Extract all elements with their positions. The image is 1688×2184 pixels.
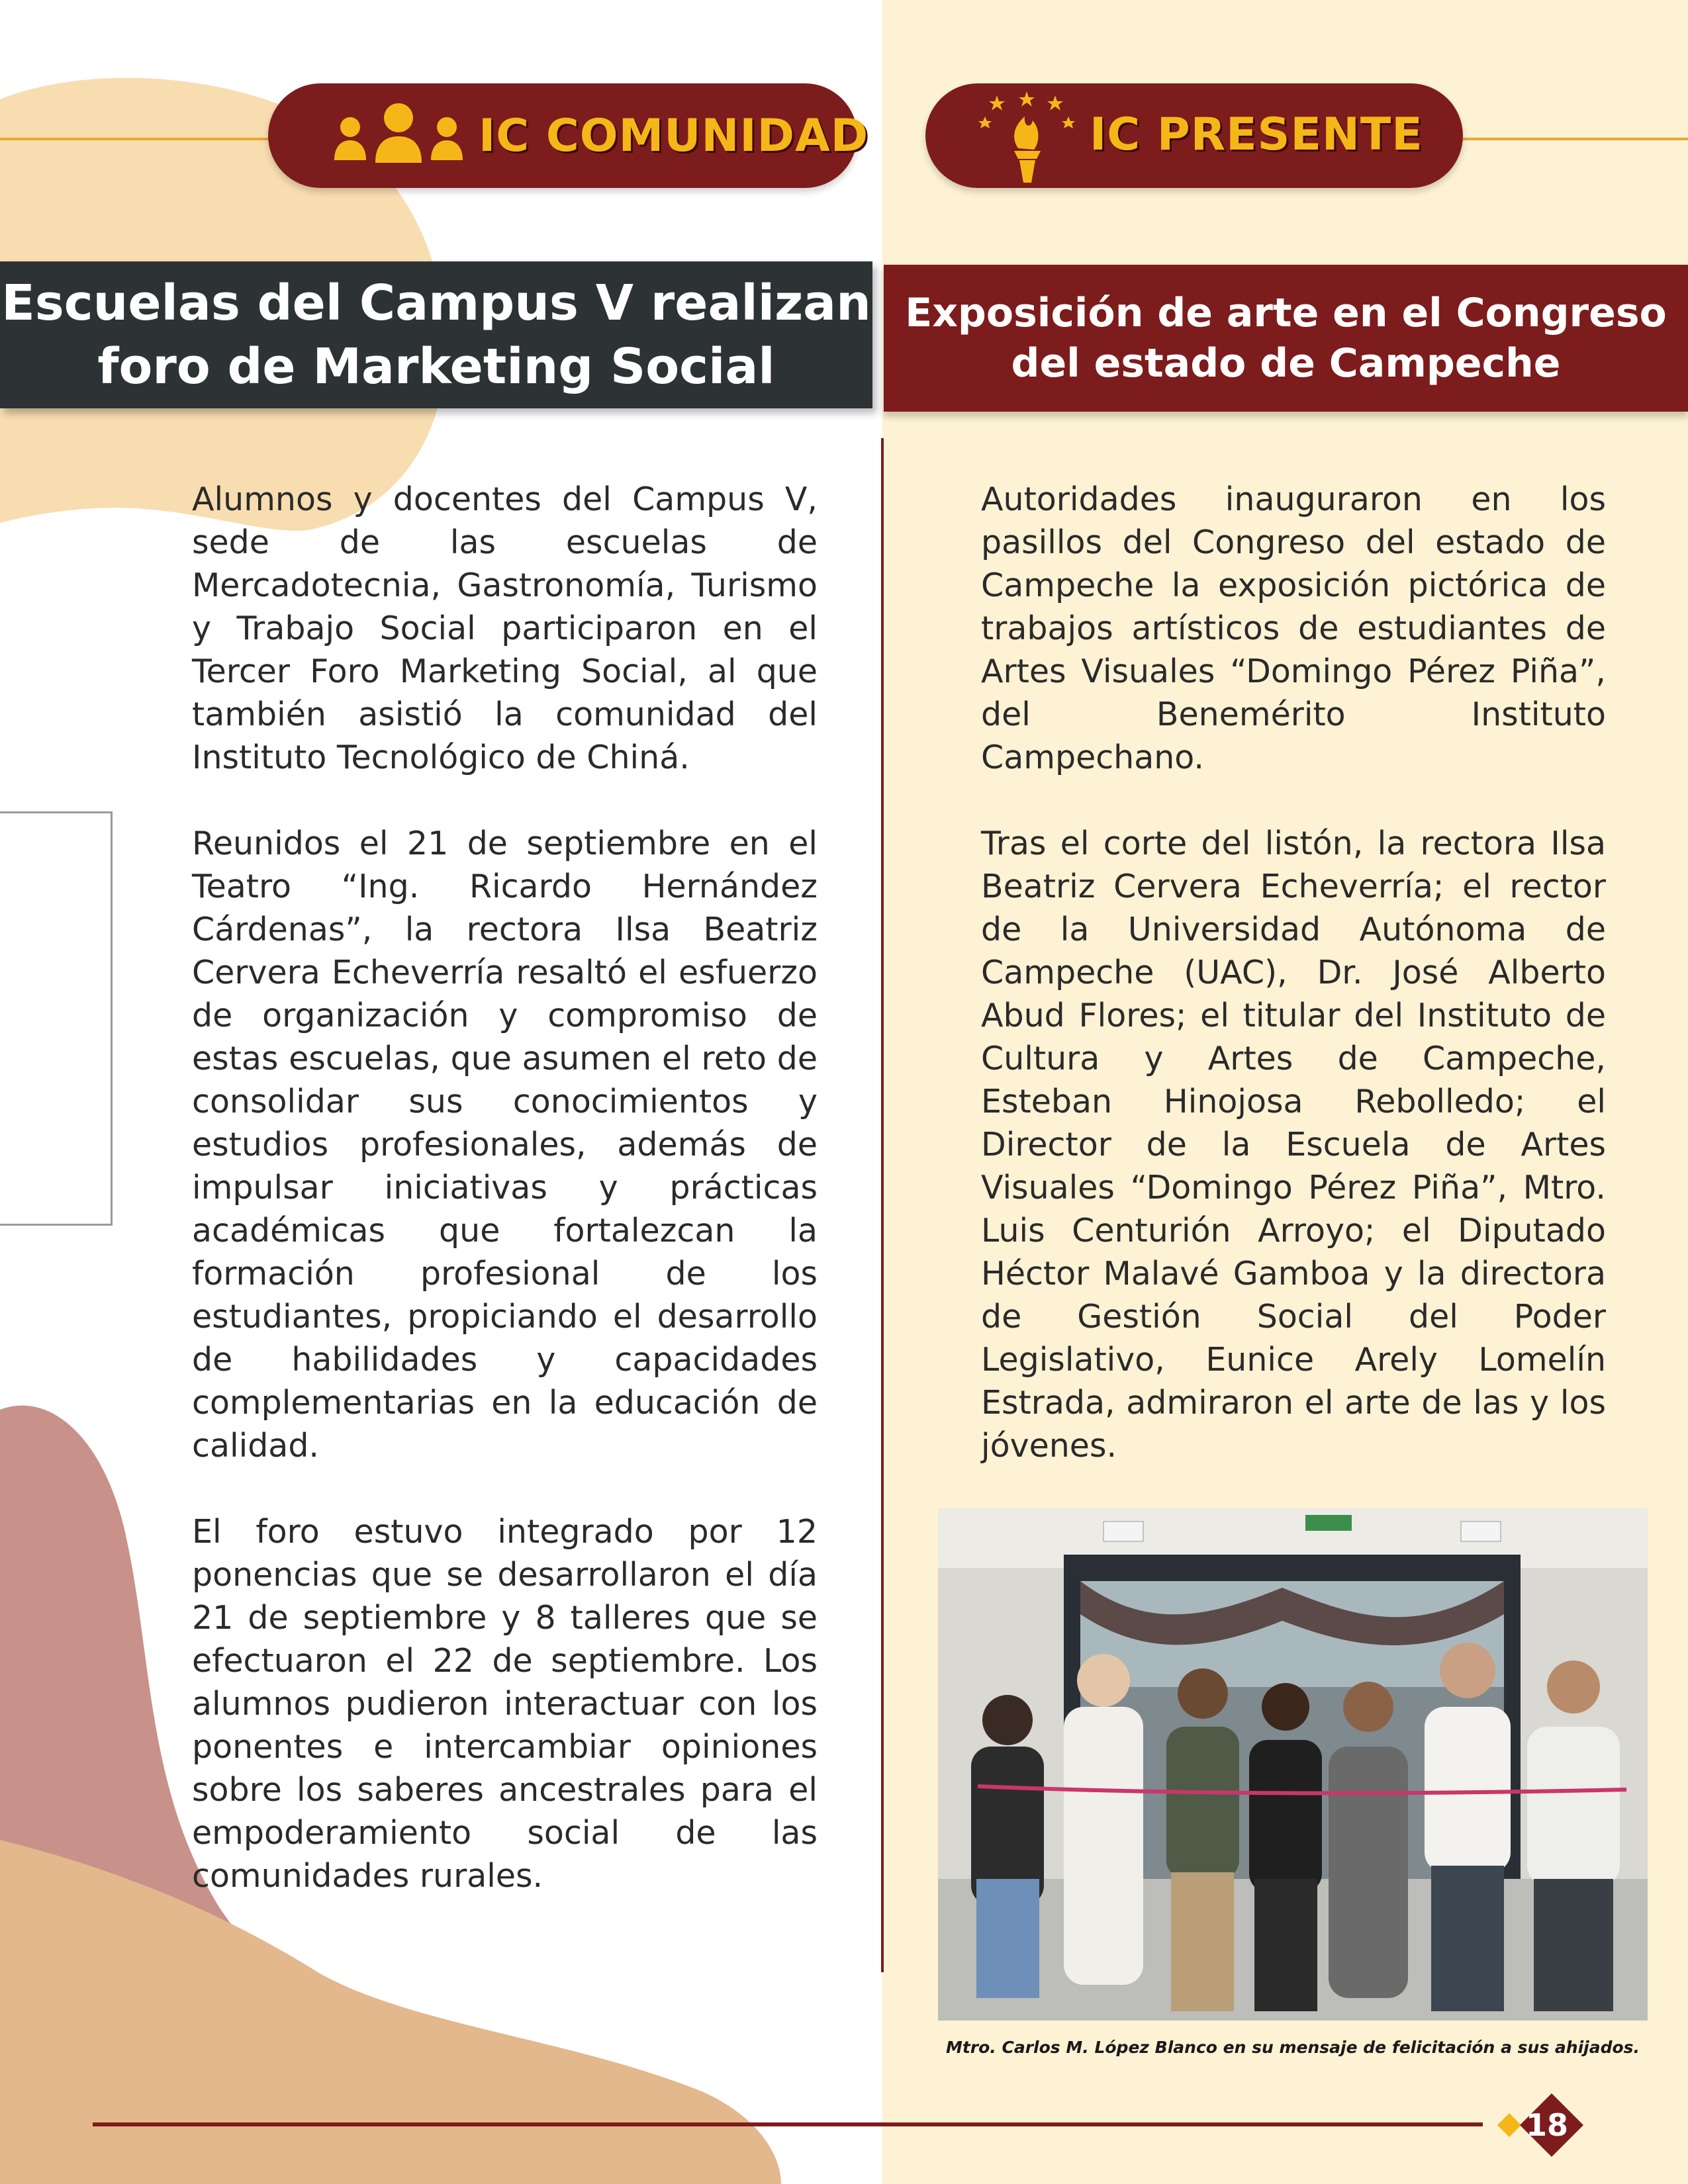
left-article-title — [0, 261, 872, 408]
photo-caption: Mtro. Carlos M. López Blanco en su mensaje de felicitación a sus ahijados. — [945, 2038, 1640, 2057]
right-article-body — [981, 478, 1606, 1510]
left-article-body — [192, 478, 818, 1940]
paragraph: Tras el corte del listón, la rectora Ilsa Beatriz Cervera Echeverría; el rector de la Universidad Autónoma de Campeche (UAC), Dr. José Alberto Abud Flores; el titular del Instituto de Cultura y Artes de Campeche, Esteban Hinojosa Rebolledo; el Director de la Escuela de Artes Visuales “Domingo Pérez Piña”, Mtro. Luis Centurión Arroyo; el Diputado Héctor Malavé Gamboa y la directora de Gestión Social del Poder Legislativo, Eunice Arely Lomelín Estrada, admiraron el arte de las y los jóvenes. — [981, 825, 1606, 1465]
title-line: del estado de Campeche — [1011, 340, 1561, 387]
torch-icon — [977, 90, 1076, 186]
section-title: IC PRESENTE — [1090, 109, 1423, 161]
decorative-frame — [0, 811, 113, 1226]
page-number: 18 — [1526, 2107, 1569, 2143]
paragraph: Alumnos y docentes del Campus V, sede de las escuelas de Mercadotecnia, Gastronomía, Turismo y Trabajo Social participaron en el Tercer Foro Marketing Social, al que también asistió la comunidad del Instituto Tecnológico de Chiná. — [192, 480, 818, 776]
section-badge-ic-presente — [925, 83, 1463, 188]
section-badge-ic-comunidad — [268, 83, 869, 188]
title-line: Escuelas del Campus V realizan — [1, 275, 871, 332]
ribbon-cutting-photo — [938, 1508, 1648, 2021]
paragraph: El foro estuvo integrado por 12 ponencias que se desarrollaron el día 21 de septiembre y 8 talleres que se efectuaron el 22 de septiembre. Los alumnos pudieron interactuar con los ponentes e intercambiar opiniones sobre los saberes ancestrales para el empoderamiento social de las comunidades rurales. — [192, 1513, 818, 1895]
paragraph: Reunidos el 21 de septiembre en el Teatro “Ing. Ricardo Hernández Cárdenas”, la rectora Ilsa Beatriz Cervera Echeverría resaltó el esfuerzo de organización y compromiso de estas escuelas, que asumen el reto de consolidar sus conocimientos y estudios profesionales, además de impulsar iniciativas y prácticas académicas que fortalezcan la formación profesional de los estudiantes, propiciando el desarrollo de habilidades y capacidades complementarias en la educación de calidad. — [192, 825, 818, 1465]
community-people-icon — [329, 99, 468, 172]
footer-rule — [93, 2122, 1483, 2126]
section-title: IC COMUNIDAD — [479, 110, 869, 162]
title-line: Exposición de arte en el Congreso — [905, 290, 1667, 336]
title-line: foro de Marketing Social — [97, 338, 775, 395]
paragraph: Autoridades inauguraron en los pasillos del Congreso del estado de Campeche la exposición pictórica de trabajos artísticos de estudiantes de Artes Visuales “Domingo Pérez Piña”, del Benemérito Instituto Campechano. — [981, 480, 1606, 776]
right-article-title — [884, 265, 1688, 412]
column-divider — [881, 438, 884, 1972]
